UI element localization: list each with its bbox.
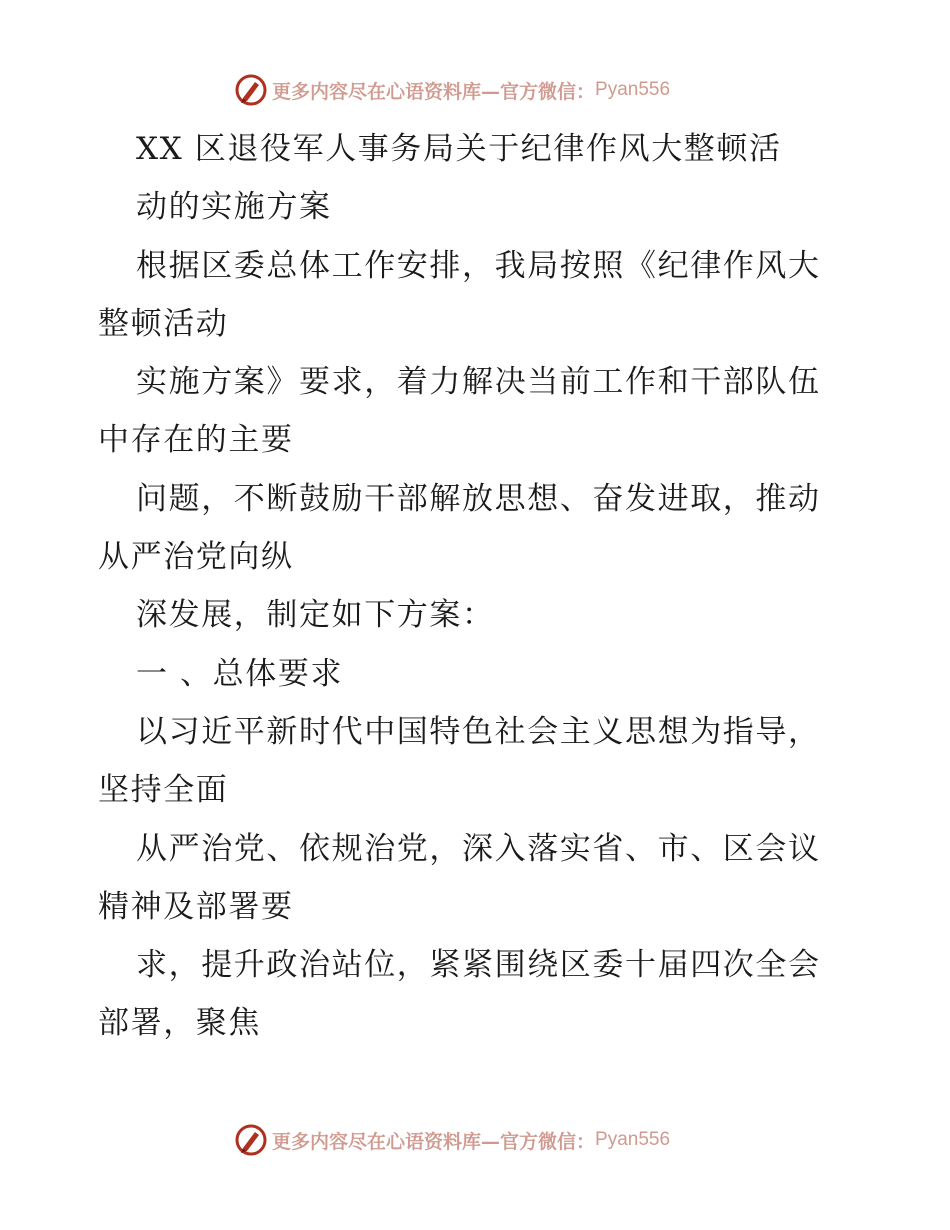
paragraph-line: 求，提升政治站位，紧紧围绕区委十届四次全会: [136, 947, 821, 984]
paragraph-line: 从严治党、依规治党，深入落实省、市、区会议: [136, 830, 821, 867]
footer-watermark: [234, 1123, 670, 1157]
watermark-text: 更多内容尽在心语资料库—官方微信：: [272, 1130, 596, 1153]
watermark-text: 更多内容尽在心语资料库—官方微信：: [272, 80, 596, 103]
paragraph-line: 以习近平新时代中国特色社会主义思想为指导，: [136, 713, 821, 750]
paragraph-line: 实施方案》要求，着力解决当前工作和干部队伍: [136, 364, 821, 401]
paragraph-line: 部署，聚焦: [98, 1005, 261, 1042]
document-body: [98, 120, 858, 1053]
paragraph-line: 中存在的主要: [98, 422, 294, 459]
title-line-1: XX 区退役军人事务局关于纪律作风大整顿活: [136, 131, 782, 167]
title-line-2: 动的实施方案: [136, 189, 332, 226]
paragraph-line: 从严治党向纵: [98, 539, 294, 576]
section-heading: 一 、总体要求: [136, 655, 344, 692]
watermark-wechat-id: Pyan556: [595, 1129, 671, 1150]
pen-circle-logo-icon: [234, 73, 268, 107]
watermark-wechat-id: Pyan556: [595, 79, 671, 100]
header-watermark: [234, 73, 670, 107]
paragraph-line: 整顿活动: [98, 305, 229, 342]
paragraph-line: 问题，不断鼓励干部解放思想、奋发进取，推动: [136, 480, 821, 517]
pen-circle-logo-icon: [234, 1123, 268, 1157]
paragraph-line: 坚持全面: [98, 772, 229, 809]
paragraph-line: 根据区委总体工作安排，我局按照《纪律作风大: [136, 247, 821, 284]
paragraph-line: 深发展，制定如下方案：: [136, 597, 495, 634]
paragraph-line: 精神及部署要: [98, 888, 294, 925]
